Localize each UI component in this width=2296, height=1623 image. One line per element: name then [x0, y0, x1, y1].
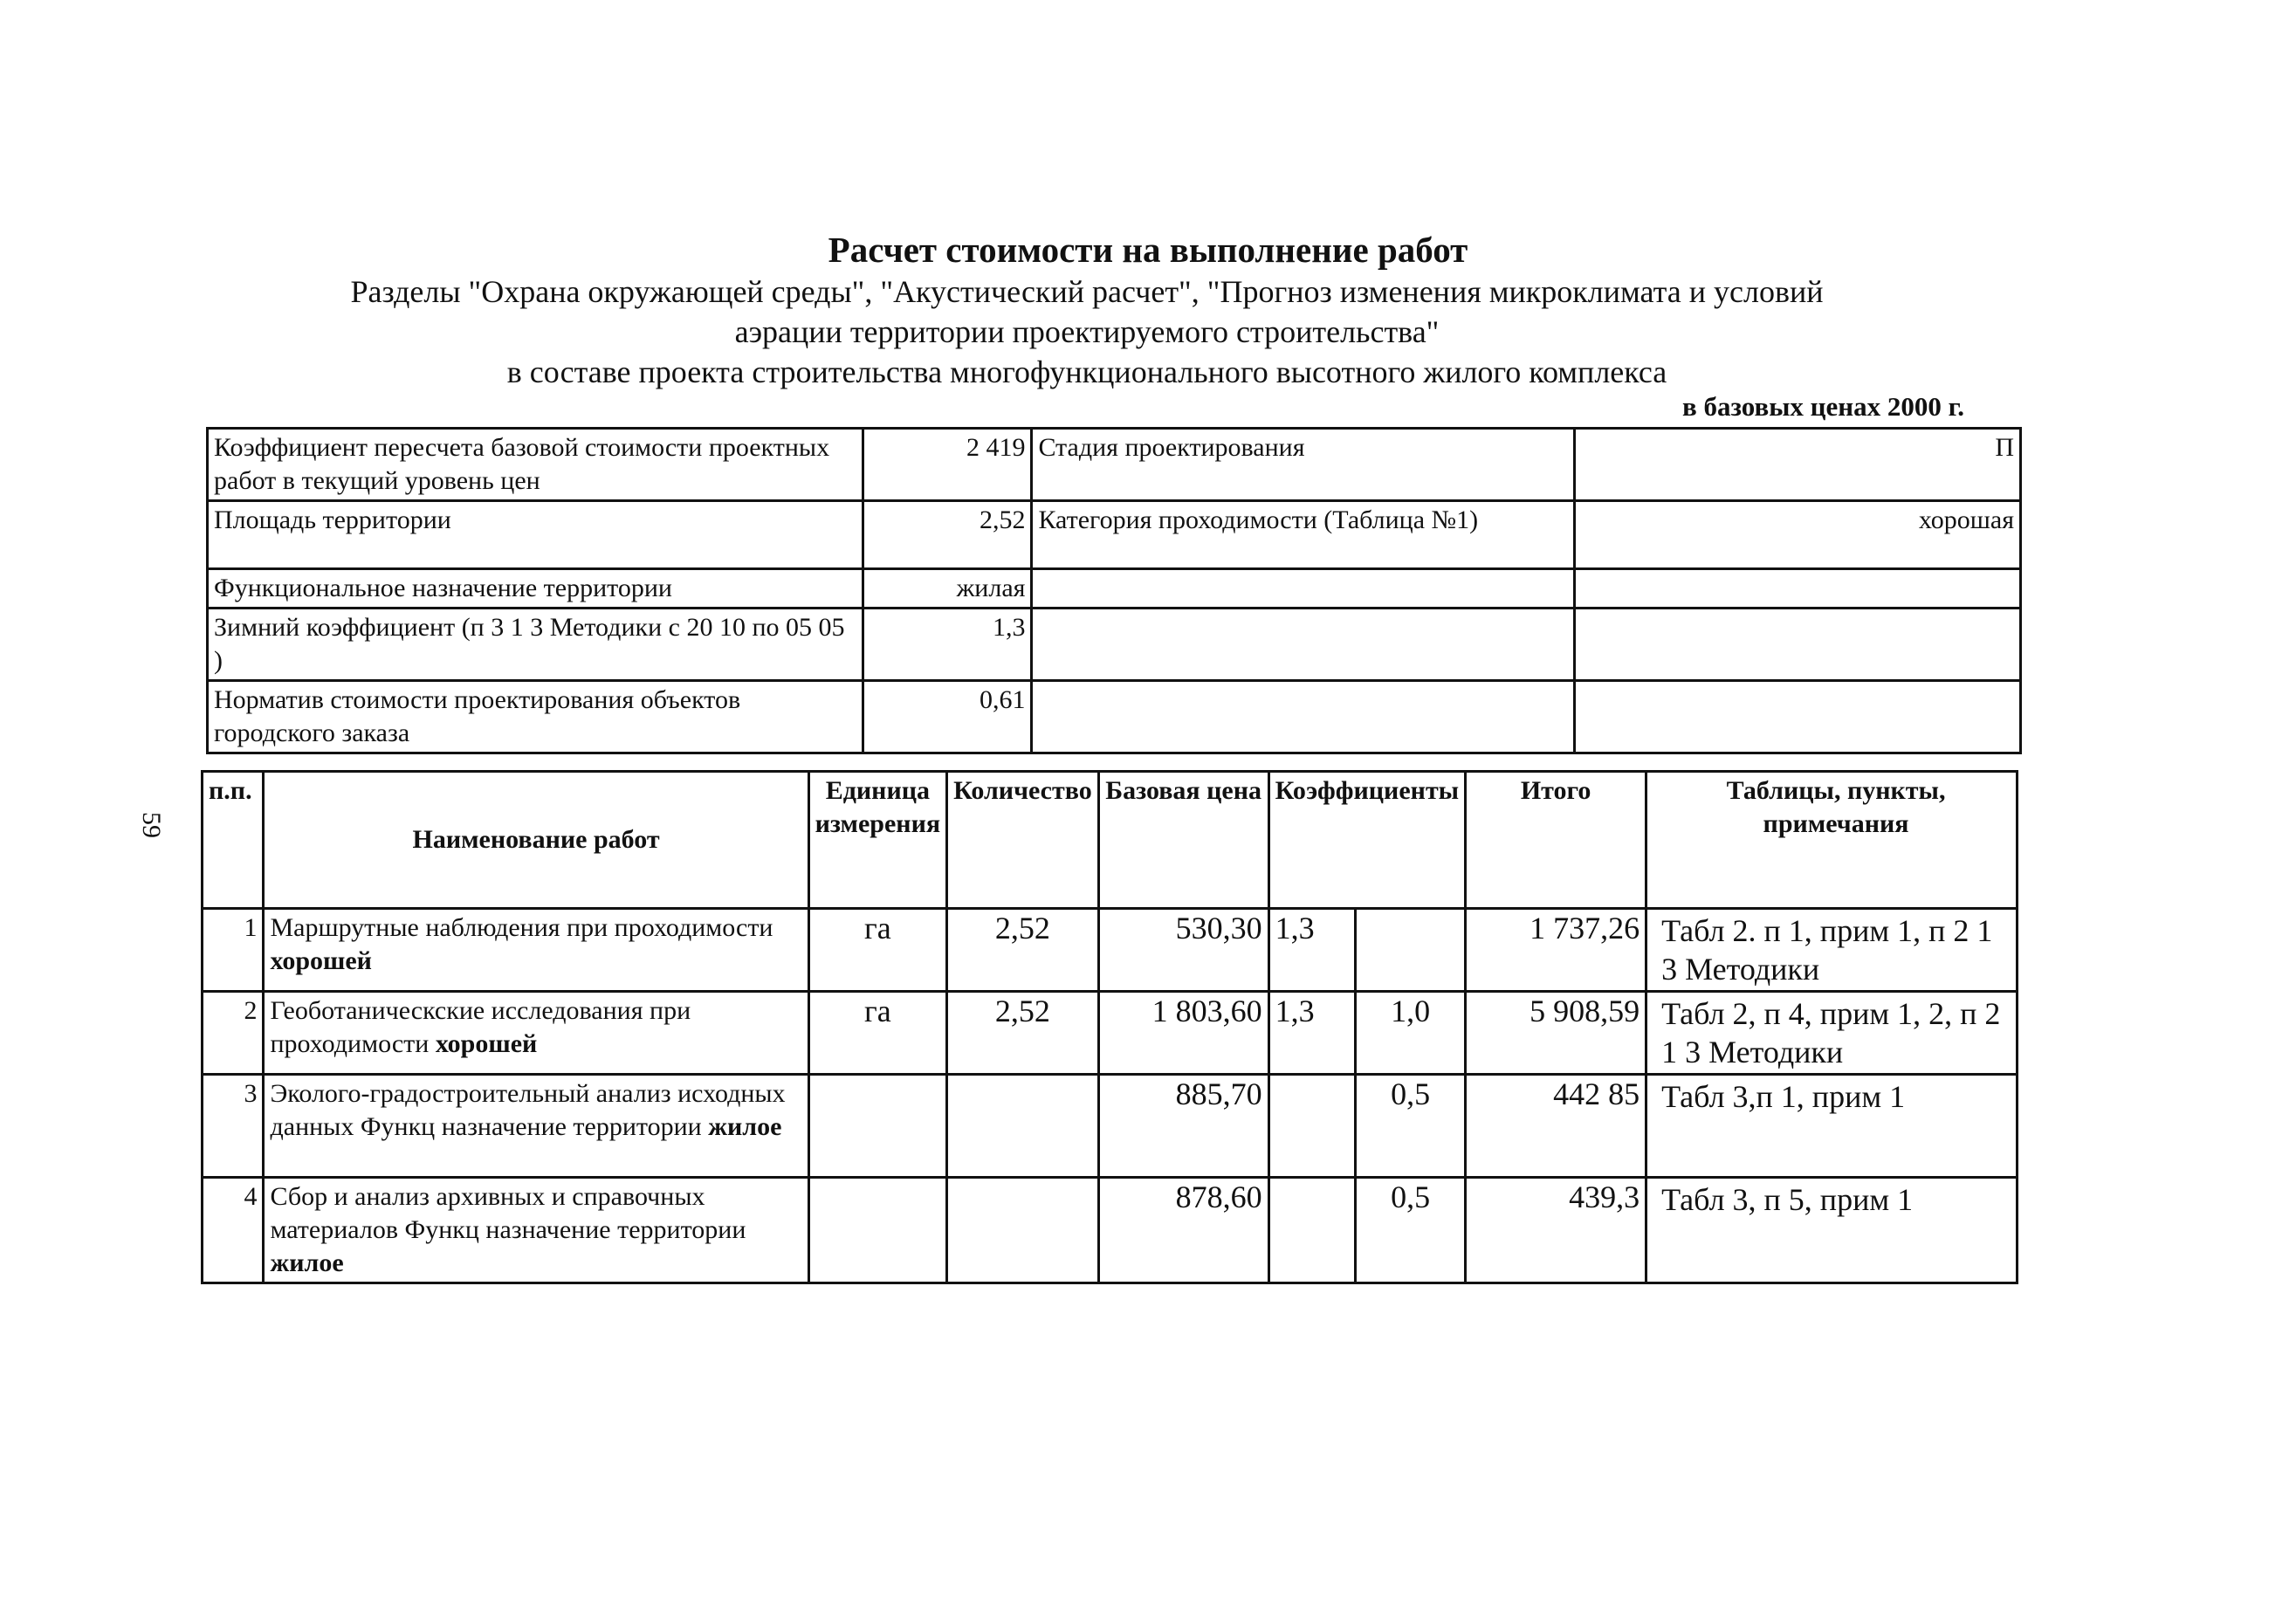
work-name	[264, 1075, 808, 1178]
parameters-row	[208, 501, 2021, 569]
param-label-2	[1032, 681, 1575, 753]
coef1-cell	[1268, 1075, 1356, 1178]
parameters-row	[208, 681, 2021, 753]
work-name-bold: хорошей	[435, 1029, 538, 1058]
unit-cell: га	[808, 992, 946, 1075]
work-name-bold: жилое	[708, 1112, 782, 1141]
header-notes: Таблицы, пункты, примечания	[1646, 772, 2018, 909]
qty-cell: 2,52	[947, 992, 1099, 1075]
coef2-cell: 0,5	[1356, 1178, 1466, 1283]
document-subtitle-line3: в составе проекта строительства многофункционального высотного жилого комплекса	[506, 354, 1667, 389]
work-name	[264, 1178, 808, 1283]
param-value-2	[1575, 569, 2021, 609]
base-price-cell: 530,30	[1098, 909, 1268, 992]
document-subtitle-line1: Разделы "Охрана окружающей среды", "Акустический расчет", "Прогноз изменения микроклимата и условий	[350, 274, 1824, 309]
param-value: 2,52	[863, 501, 1032, 569]
parameters-row	[208, 569, 2021, 609]
prices-note: в базовых ценах 2000 г.	[1681, 391, 1964, 422]
param-value-2: хорошая	[1575, 501, 2021, 569]
parameters-table	[206, 427, 2022, 754]
param-value-2: П	[1575, 429, 2021, 501]
work-name-text: Эколого-градостроительный анализ исходных данных Функц назначение территории	[270, 1079, 786, 1141]
header-unit: Единица измерения	[808, 772, 946, 909]
table-row	[203, 1178, 2018, 1283]
base-price-cell: 878,60	[1098, 1178, 1268, 1283]
param-label: Норматив стоимости проектирования объектов городского заказа	[208, 681, 863, 753]
param-label: Коэффициент пересчета базовой стоимости проектных работ в текущий уровень цен	[208, 429, 863, 501]
row-number: 1	[203, 909, 264, 992]
note-cell: Табл 2. п 1, прим 1, п 2 1 3 Методики	[1646, 909, 2018, 992]
param-value: 0,61	[863, 681, 1032, 753]
coef1-cell	[1268, 1178, 1356, 1283]
note-cell: Табл 3, п 5, прим 1	[1646, 1178, 2018, 1283]
param-label-2: Категория проходимости (Таблица №1)	[1032, 501, 1575, 569]
base-price-cell: 1 803,60	[1098, 992, 1268, 1075]
parameters-row	[208, 429, 2021, 501]
param-label: Функциональное назначение территории	[208, 569, 863, 609]
total-cell: 5 908,59	[1466, 992, 1646, 1075]
note-cell: Табл 2, п 4, прим 1, 2, п 2 1 3 Методики	[1646, 992, 2018, 1075]
header-base-price: Базовая цена	[1098, 772, 1268, 909]
param-value-2	[1575, 681, 2021, 753]
table-row	[203, 992, 2018, 1075]
coef2-cell	[1356, 909, 1466, 992]
row-number: 3	[203, 1075, 264, 1178]
param-value: жилая	[863, 569, 1032, 609]
coef2-cell: 1,0	[1356, 992, 1466, 1075]
param-label-2	[1032, 609, 1575, 681]
header-num: п.п.	[203, 772, 264, 909]
work-name-text: Маршрутные наблюдения при проходимости	[270, 913, 773, 942]
header-total: Итого	[1466, 772, 1646, 909]
document-subtitle-line2: аэрации территории проектируемого строительства"	[734, 314, 1440, 349]
header-name: Наименование работ	[264, 772, 808, 909]
unit-cell	[808, 1075, 946, 1178]
work-name	[264, 992, 808, 1075]
base-price-cell: 885,70	[1098, 1075, 1268, 1178]
coef1-cell: 1,3	[1268, 909, 1356, 992]
row-number: 2	[203, 992, 264, 1075]
param-label: Зимний коэффициент (п 3 1 3 Методики с 20 10 по 05 05 )	[208, 609, 863, 681]
page-number: 59	[137, 812, 166, 838]
note-cell: Табл 3,п 1, прим 1	[1646, 1075, 2018, 1178]
param-label-2: Стадия проектирования	[1032, 429, 1575, 501]
qty-cell: 2,52	[947, 909, 1099, 992]
total-cell: 1 737,26	[1466, 909, 1646, 992]
row-number: 4	[203, 1178, 264, 1283]
parameters-row	[208, 609, 2021, 681]
table-row	[203, 909, 2018, 992]
total-cell: 439,3	[1466, 1178, 1646, 1283]
coef1-cell: 1,3	[1268, 992, 1356, 1075]
param-label-2	[1032, 569, 1575, 609]
param-value-2	[1575, 609, 2021, 681]
work-name-text: Сбор и анализ архивных и справочных материалов Функц назначение территории	[270, 1182, 746, 1244]
work-name-bold: жилое	[270, 1248, 344, 1277]
work-name-bold: хорошей	[270, 946, 372, 975]
coef2-cell: 0,5	[1356, 1075, 1466, 1178]
work-name-text: Геоботаническские исследования при проходимости	[270, 996, 691, 1058]
qty-cell	[947, 1075, 1099, 1178]
works-table	[201, 770, 2018, 1284]
param-value: 2 419	[863, 429, 1032, 501]
unit-cell	[808, 1178, 946, 1283]
work-name	[264, 909, 808, 992]
document-title: Расчет стоимости на выполнение работ	[828, 230, 1468, 270]
unit-cell: га	[808, 909, 946, 992]
param-label: Площадь территории	[208, 501, 863, 569]
total-cell: 442 85	[1466, 1075, 1646, 1178]
param-value: 1,3	[863, 609, 1032, 681]
header-coefficients: Коэффициенты	[1268, 772, 1466, 909]
table-row	[203, 1075, 2018, 1178]
header-qty: Количество	[947, 772, 1099, 909]
works-header-row	[203, 772, 2018, 909]
qty-cell	[947, 1178, 1099, 1283]
